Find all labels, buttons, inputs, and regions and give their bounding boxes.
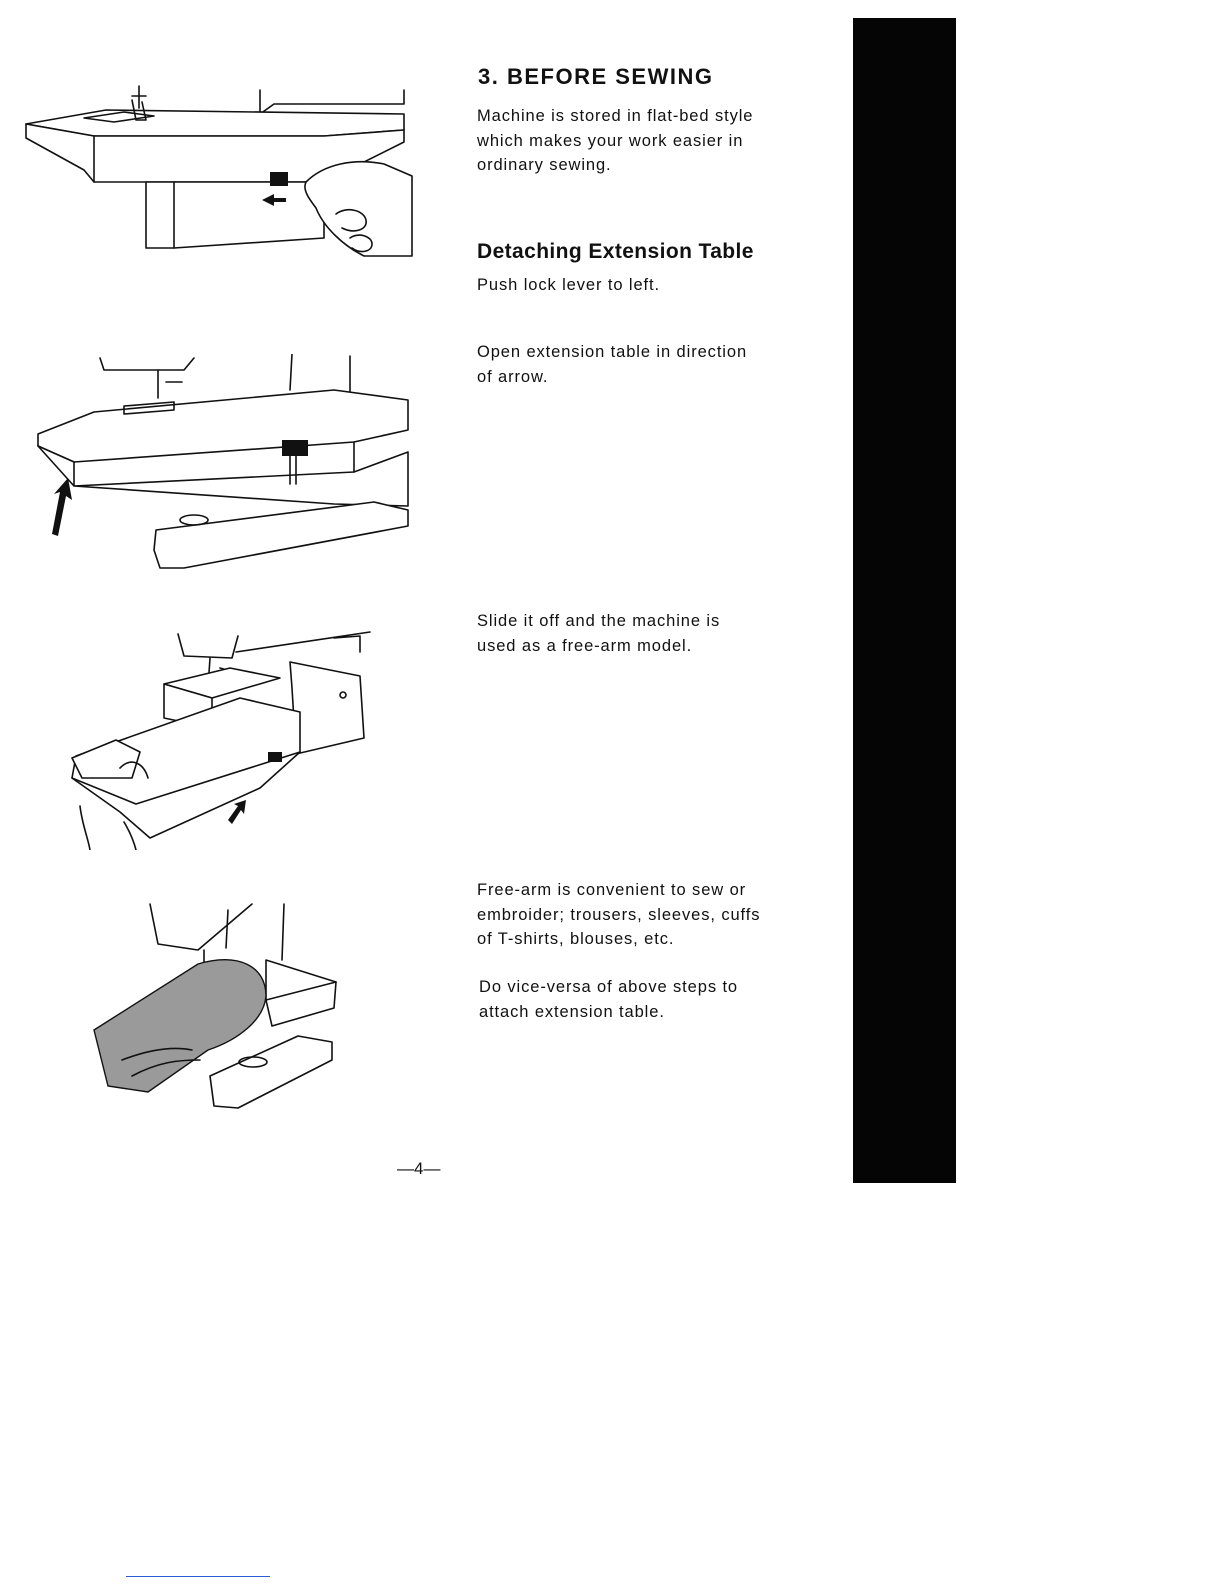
push-lock-lever-illustration xyxy=(24,78,414,263)
step-4-text: Free-arm is convenient to sew or embroider; trousers, sleeves, cuffs of T-shirts, blouses, etc. xyxy=(477,881,761,948)
thumb-index-tab xyxy=(853,18,956,1183)
section-title: 3. BEFORE SEWING xyxy=(478,64,714,89)
free-arm-sewing-illustration xyxy=(88,900,348,1110)
step-3-text: Slide it off and the machine is used as a free-arm model. xyxy=(477,612,721,655)
slide-table-off-illustration xyxy=(60,628,380,850)
open-extension-table-illustration xyxy=(34,354,414,574)
step-5-text: Do vice-versa of above steps to attach extension table. xyxy=(479,978,739,1021)
page-number: —4— xyxy=(397,1159,441,1178)
subsection-title: Detaching Extension Table xyxy=(477,240,754,263)
step-1-text: Push lock lever to left. xyxy=(477,276,661,294)
step-2-text: Open extension table in direction of arrow. xyxy=(477,343,748,386)
intro-paragraph: Machine is stored in flat-bed style which makes your work easier in ordinary sewing. xyxy=(477,107,754,174)
footer-rule xyxy=(126,1576,270,1577)
